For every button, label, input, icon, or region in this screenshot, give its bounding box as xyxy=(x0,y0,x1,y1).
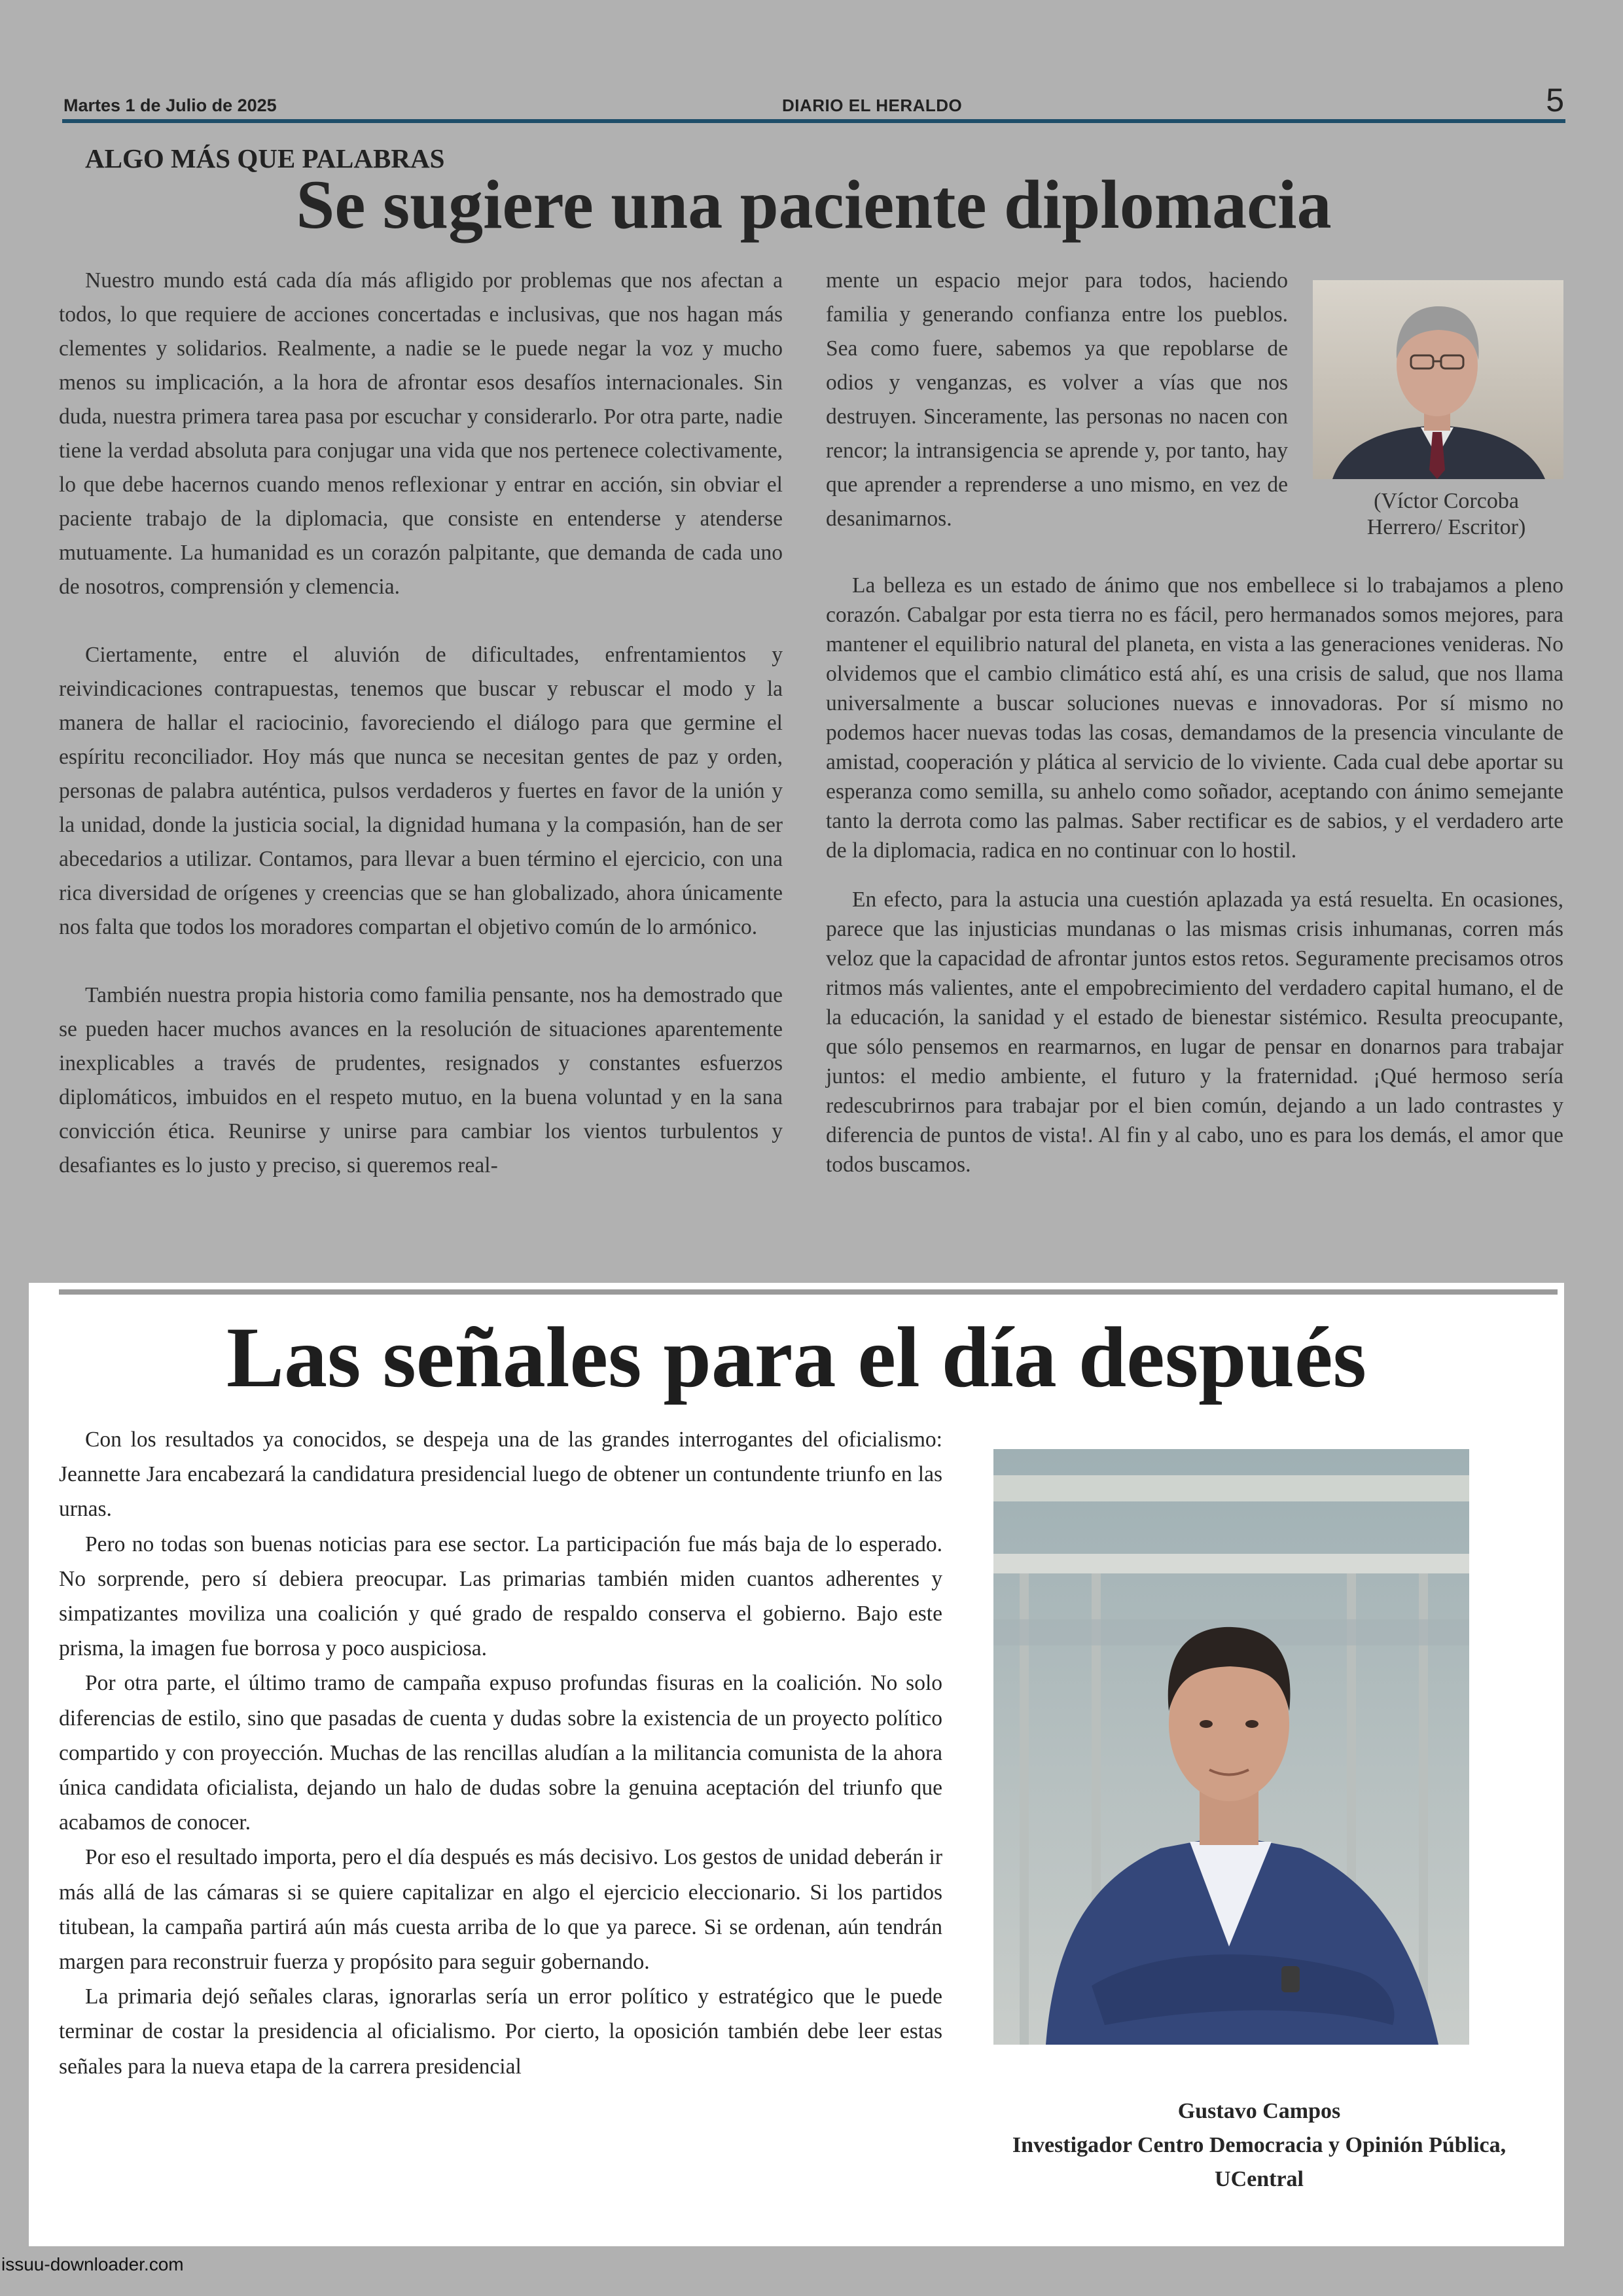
column-kicker: ALGO MÁS QUE PALABRAS xyxy=(85,143,445,173)
caption-line: (Víctor Corcoba xyxy=(1374,489,1519,513)
article1-paragraph: Ciertamente, entre el aluvión de dificultades, enfrentamientos y reivindicaciones contrapuestas, tenemos que buscar y rebuscar el modo y la manera de hallar el raciocinio, favoreciendo el diálogo para que germine el espíritu reconciliador. Hoy más que nunca se necesitan gentes de paz y orden, personas de palabra auténtica, pulsos verdaderos y fuertes en favor de la unión y la unidad, donde la justicia social, la dignidad humana y la compasión, han de ser abecedarios a utilizar. Contamos, para llevar a buen término el ejercicio, con una rica diversidad de orígenes y creencias que se han globalizado, ahora únicamente nos falta que todos los moradores compartan el objetivo común de lo armónico. xyxy=(59,643,783,939)
article2-body xyxy=(59,1422,942,2084)
article2-headline: Las señales para el día después xyxy=(226,1309,1366,1405)
article1-paragraph: La belleza es un estado de ánimo que nos embellece si lo trabajamos a pleno corazón. Cabalgar por esta tierra no es fácil, pero hermanados somos mejores, para mantener el equilibrio natural del planeta, en vista a las generaciones venideras. No olvidemos que el cambio climático está ahí, es una crisis de salud, que nos llama universalmente a buscar soluciones nuevas e innovadoras. Por sí mismo no podemos hacer nuevas todas las cosas, demandamos de la presencia vinculante de amistad, cooperación y plática al servicio de lo viviente. Cada cual debe aportar su esperanza como semilla, su anhelo como soñador, aceptando con ánimo semejante tanto la derrota como las palmas. Saber rectificar es de sabios, y el verdadero arte de la diplomacia, radica en no continuar con lo hostil. xyxy=(826,573,1563,863)
photo-caption xyxy=(1335,488,1558,541)
article1-right-column-bottom xyxy=(826,571,1563,1179)
article2-paragraph: Con los resultados ya conocidos, se despeja una de las grandes interrogantes del oficialismo: Jeannette Jara encabezará la candidatura presidencial luego de obtener un contundente triunfo en las urnas. xyxy=(59,1427,942,1522)
caption-line: Herrero/ Escritor) xyxy=(1366,515,1526,539)
watermark-text: issuu-downloader.com xyxy=(1,2254,184,2274)
page-header xyxy=(62,77,1565,123)
article1-headline: Se sugiere una paciente diplomacia xyxy=(296,166,1332,243)
author-portrait-icon xyxy=(1313,280,1563,479)
author-portrait-photo xyxy=(993,1449,1469,2045)
article1-paragraph: También nuestra propia historia como familia pensante, nos ha demostrado que se pueden hacer muchos avances en la resolución de situaciones aparentemente inexplicables a través de prudentes, resignados y constantes esfuerzos diplomáticos, imbuidos en el respeto mutuo, en la buena voluntad y en la sana convicción ética. Reunirse y unirse para cambiar los vientos turbulentos y desafiantes es lo justo y preciso, si queremos real- xyxy=(59,983,783,1177)
article2-paragraph: Pero no todas son buenas noticias para ese sector. La participación fue más baja de lo esperado. No sorprende, pero sí debiera preocupar. Las primarias también miden cuantos adherentes y simpatizantes moviliza una coalición y qué grado de respaldo conserva el gobierno. Bajo este prisma, la imagen fue borrosa y poco auspiciosa. xyxy=(59,1532,942,1661)
page-number: 5 xyxy=(1546,82,1564,118)
author-portrait-icon xyxy=(993,1449,1469,2045)
article2-paragraph: La primaria dejó señales claras, ignorarlas sería un error político y estratégico que le puede terminar de costar la presidencia al oficialismo. Por cierto, la oposición también debe leer estas señales para la nueva etapa de la carrera presidencial xyxy=(59,1984,942,2079)
article1-left-column xyxy=(59,264,783,1183)
author-name: Gustavo Campos xyxy=(1177,2099,1341,2123)
newspaper-name: DIARIO EL HERALDO xyxy=(782,96,963,115)
article1-paragraph: mente un espacio mejor para todos, haciendo familia y generando confianza entre los pueblos. Sea como fuere, sabemos ya que repoblarse de odios y venganzas, es volver a vías que nos destruyen. Sinceramente, las personas no nacen con rencor; la intransigencia se aprende y, por tanto, hay que aprender a reprenderse a uno mismo, en vez de desanimarnos. xyxy=(826,268,1288,531)
article1-right-column-top xyxy=(826,264,1288,536)
author-portrait-photo xyxy=(1313,280,1563,479)
article2-paragraph: Por otra parte, el último tramo de campaña expuso profundas fisuras en la coalición. No solo diferencias de estilo, sino que pasadas de cuenta y dudas sobre la existencia de un proyecto político compartido y con proyección. Muchas de las rencillas aludían a la militancia comunista de la ahora única candidata oficialista, dejando un halo de dudas sobre la genuina aceptación del triunfo que acabamos de conocer. xyxy=(59,1671,942,1835)
article2-paragraph: Por eso el resultado importa, pero el día después es más decisivo. Los gestos de unidad deberán ir más allá de las cámaras si se quiere capitalizar en algo el ejercicio eleccionario. Si los partidos titubean, la campaña partirá aún más cuesta arriba de lo que ya parece. Si se ordenan, aún tendrán margen para reconstruir fuerza y propósito para seguir gobernando. xyxy=(59,1845,942,1975)
author-credit xyxy=(965,2094,1554,2197)
issue-date: Martes 1 de Julio de 2025 xyxy=(63,96,277,115)
article1-paragraph: Nuestro mundo está cada día más afligido por problemas que nos afectan a todos, lo que requiere de acciones concertadas e inclusivas, que nos hagan más clementes y solidarios. Realmente, a nadie se le puede negar la voz y mucho menos su implicación, a la hora de afrontar esos desafíos internacionales. Sin duda, nuestra primera tarea pasa por escuchar y considerarlo. Por otra parte, nadie tiene la verdad absoluta para conjugar una vida que nos pertenece colectivamente, lo que debe hacernos cuando menos reflexionar y entrar en acción, sin obviar el paciente trabajo de la diplomacia, que consiste en entenderse y atenderse mutuamente. La humanidad es un corazón palpitante, que demanda de cada uno de nosotros, comprensión y clemencia. xyxy=(59,268,783,599)
article2-box xyxy=(29,1283,1564,2246)
section-divider xyxy=(59,1289,1558,1295)
article1-paragraph: En efecto, para la astucia una cuestión aplazada ya está resuelta. En ocasiones, parece que las injusticias mundanas o las mismas crisis inhumanas, corren más veloz que la capacidad de afrontar juntos estos retos. Seguramente precisamos otros ritmos más valientes, ante el empobrecimiento del verdadero capital humano, el de la educación, la sanidad y el estado de bienestar sistémico. Resulta preocupante, que sólo pensemos en rearmarnos, en lugar de pensar en donarnos para trabajar juntos: el medio ambiente, el futuro y la fraternidad. ¡Qué hermoso sería redescubrirnos para trabajar por el bien común, dejando a un lado contrastes y diferencia de puntos de vista!. Al fin y al cabo, uno es para los demás, el amor que todos buscamos. xyxy=(826,888,1563,1177)
author-role: Investigador Centro Democracia y Opinión Pública, xyxy=(1012,2133,1507,2157)
author-affiliation: UCentral xyxy=(1215,2167,1304,2191)
